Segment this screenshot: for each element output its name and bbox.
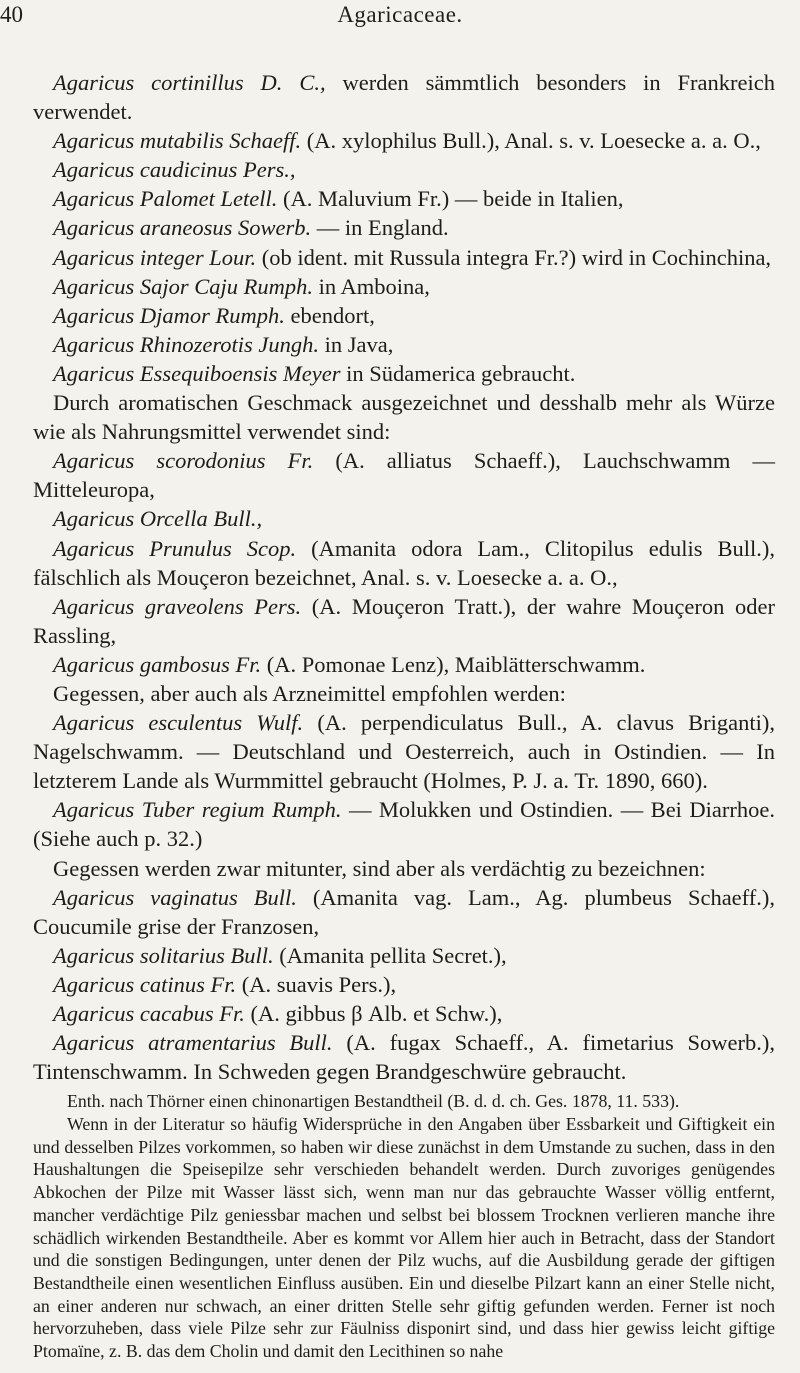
species-entry [33, 272, 775, 301]
species-entry [33, 504, 775, 533]
species-name: Agaricus cortinillus D. C., [53, 70, 326, 95]
species-entry [33, 795, 775, 853]
species-name: Agaricus caudicinus Pers., [53, 157, 296, 183]
species-entry [33, 446, 775, 504]
page-body [33, 68, 775, 1363]
species-name: Agaricus Orcella Bull., [53, 506, 263, 532]
species-entry [33, 213, 775, 242]
footnote-edibility: Wenn in der Literatur so häufig Widersprüche in den Angaben über Essbarkeit und Giftigkeit ein und desselben Pilzes vorkommen, so haben wir diese zunächst in dem Umstande zu suchen, dass in den Haushaltungen die Speisepilze sehr verschieden behandelt werden. Durch zuvoriges genügendes Abkochen der Pilze mit Wasser lässt sich, wenn man nur das gebrauchte Wasser völlig entfernt, mancher verdächtige Pilz geniessbar machen und selbst bei blossem Trocknen verlieren manche ihre schädlich wirkenden Bestandtheile. Aber es kommt vor Allem hier auch in Betracht, dass der Standort und die sonstigen Bedingungen, unter denen der Pilz wuchs, auf die Ausbildung gerade der giftigen Bestandtheile einen wesentlichen Einfluss ausüben. Ein und dieselbe Pilzart kann an einer Stelle nicht, an einer anderen nur schwach, an einer dritten Stelle sehr giftig gefunden werden. Ferner ist noch hervorzuheben, dass viele Pilze sehr zur Fäulniss disponirt sind, und dass hier gewiss leicht giftige Ptomaïne, z. B. das dem Cholin und damit den Lecithinen so nahe [33, 1113, 775, 1362]
species-entry [33, 970, 775, 999]
species-group-4 [33, 883, 775, 1087]
species-description: (Amanita pellita Secret.), [273, 942, 507, 968]
footnote-thoerner: Enth. nach Thörner einen chinonartigen Bestandtheil (B. d. d. ch. Ges. 1878, 11. 533). [67, 1091, 680, 1112]
section-intro-aromatic: Durch aromatischen Geschmack ausgezeichnet und desshalb mehr als Würze wie als Nahrungsmittel verwendet sind: [33, 390, 775, 445]
species-name: Agaricus solitarius Bull. [53, 942, 274, 968]
species-name: Agaricus integer Lour. [53, 244, 257, 270]
species-entry [33, 243, 775, 272]
section-intro-medicinal: Gegessen, aber auch als Arzneimittel empfohlen werden: [53, 680, 566, 706]
species-entry [33, 68, 775, 126]
species-name: Agaricus gambosus Fr. [53, 651, 262, 677]
species-name: Agaricus esculentus Wulf. [53, 710, 304, 736]
species-name: Agaricus Tuber regium Rumph. [53, 797, 342, 823]
species-description: (A. suavis Pers.), [236, 971, 397, 997]
species-name: Agaricus graveolens Pers. [53, 593, 302, 619]
species-description: (Amanita vag. Lam., Ag. plumbeus Schaeff.), Coucumile grise der Franzosen, [33, 884, 775, 939]
species-group-1 [33, 68, 775, 388]
species-description: (ob ident. mit Russula integra Fr.?) wird in Cochinchina, [256, 244, 772, 270]
species-description: (A. xylophilus Bull.), Anal. s. v. Loesecke a. a. O., [301, 128, 761, 154]
species-entry [33, 708, 775, 795]
species-name: Agaricus cacabus Fr. [53, 1001, 245, 1026]
species-entry [33, 1028, 775, 1086]
species-name: Agaricus Sajor Caju Rumph. [53, 273, 314, 299]
species-name: Agaricus Djamor Rumph. [53, 302, 285, 328]
species-name: Agaricus mutabilis Schaeff. [53, 128, 302, 154]
species-name: Agaricus Prunulus Scop. [53, 535, 297, 561]
species-group-2 [33, 446, 775, 679]
page-header [0, 2, 800, 30]
species-entry [33, 650, 775, 679]
species-name: Agaricus Palomet Letell. [53, 186, 278, 212]
species-description: ebendort, [284, 302, 375, 328]
species-description: (Amanita odora Lam., Clitopilus edulis Bull.), fälschlich als Mouçeron bezeichnet, Anal. s. v. Loesecke a. a. O., [33, 535, 775, 590]
species-description: (A. perpendiculatus Bull., A. clavus Briganti), Nagelschwamm. — Deutschland und Oesterreich, auch in Ostindien. — In letzterem Lande als Wurmmittel gebraucht (Holmes, P. J. a. Tr. 1890, 660). [33, 710, 775, 794]
species-description: in Java, [319, 331, 394, 357]
species-description: in Amboina, [313, 273, 430, 299]
species-entry [33, 330, 775, 359]
species-description: (A. gibbus β Alb. et Schw.), [244, 1001, 503, 1026]
species-entry [33, 184, 775, 213]
species-entry [33, 301, 775, 330]
species-name: Agaricus vaginatus Bull. [53, 884, 297, 910]
running-title: Agaricaceae. [337, 2, 463, 27]
species-entry [33, 359, 775, 388]
species-description: in Südamerica gebraucht. [340, 360, 576, 386]
species-description: werden sämmtlich besonders in Frankreich verwendet. [33, 70, 775, 125]
species-group-3 [33, 708, 775, 853]
species-name: Agaricus atramentarius Bull. [53, 1030, 333, 1056]
species-entry [33, 941, 775, 970]
species-description: (A. fugax Schaeff., A. fimetarius Sowerb.), Tintenschwamm. In Schweden gegen Brandgeschwüre gebraucht. [33, 1030, 776, 1085]
species-name: Agaricus araneosus Sowerb. [53, 215, 312, 241]
species-description: (A. alliatus Schaeff.), Lauchschwamm — Mitteleuropa, [33, 448, 776, 503]
species-description: (A. Mouçeron Tratt.), der wahre Mouçeron oder Rassling, [33, 593, 775, 648]
species-description: — in England. [311, 215, 449, 241]
species-entry [33, 126, 775, 155]
species-name: Agaricus Essequiboensis Meyer [53, 360, 341, 386]
species-description: — Molukken und Ostindien. — Bei Diarrhoe. (Siehe auch p. 32.) [33, 797, 775, 852]
species-name: Agaricus scorodonius Fr. [53, 448, 314, 474]
species-entry [33, 155, 775, 184]
species-description: (A. Pomonae Lenz), Maiblätterschwamm. [261, 651, 646, 677]
species-entry [33, 592, 775, 650]
species-name: Agaricus catinus Fr. [53, 971, 237, 997]
species-entry [33, 883, 775, 941]
species-name: Agaricus Rhinozerotis Jungh. [53, 331, 320, 357]
page-number: 40 [0, 2, 23, 27]
species-entry [33, 999, 775, 1028]
section-intro-suspicious: Gegessen werden zwar mitunter, sind aber als verdächtig zu bezeichnen: [53, 855, 706, 881]
species-description: (A. Maluvium Fr.) — beide in Italien, [277, 186, 624, 212]
species-entry [33, 534, 775, 592]
